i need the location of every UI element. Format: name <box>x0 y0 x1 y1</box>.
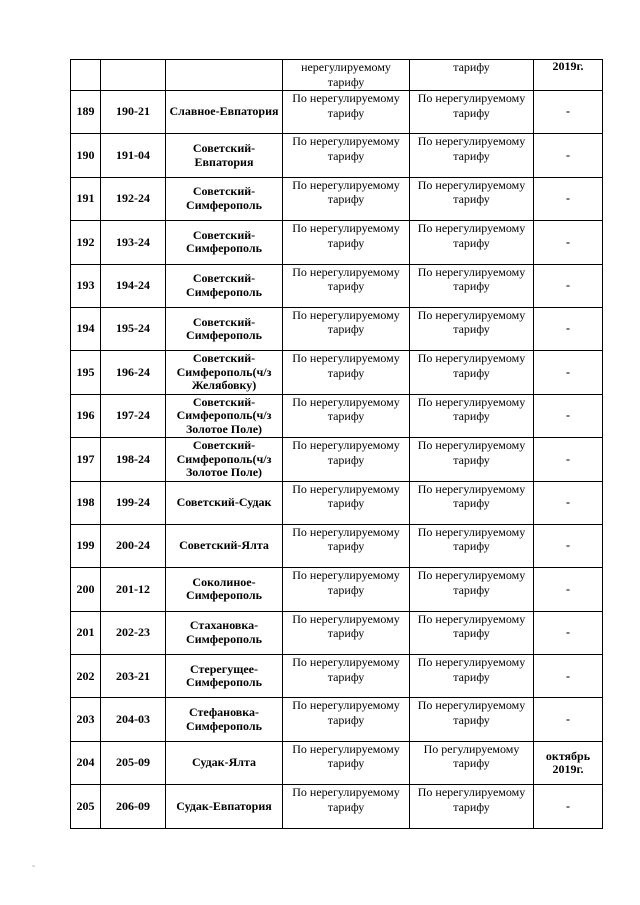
cell-price-basis: нерегулируемому тарифу <box>283 60 410 91</box>
cell-num: 198 <box>71 481 101 524</box>
cell-date: - <box>534 307 603 350</box>
cell-route: Советский-Симферополь(ч/з Золотое Поле) <box>166 394 283 437</box>
cell-price-basis: По нерегулируемому тарифу <box>283 741 410 784</box>
table-row <box>71 438 603 481</box>
cell-prev-basis: По нерегулируемому тарифу <box>410 481 534 524</box>
cell-prev-basis: По нерегулируемому тарифу <box>410 177 534 220</box>
cell-route: Советский-Симферополь <box>166 177 283 220</box>
cell-date: - <box>534 264 603 307</box>
cell-date: - <box>534 351 603 394</box>
cell-code: 205-09 <box>101 741 166 784</box>
cell-price-basis: По нерегулируемому тарифу <box>283 394 410 437</box>
cell-route: Советский-Евпатория <box>166 134 283 177</box>
cell-prev-basis: По нерегулируемому тарифу <box>410 307 534 350</box>
cell-prev-basis: По нерегулируемому тарифу <box>410 785 534 828</box>
cell-num: 205 <box>71 785 101 828</box>
cell-code: 202-23 <box>101 611 166 654</box>
cell-date: - <box>534 394 603 437</box>
cell-num: 189 <box>71 91 101 134</box>
cell-code: 199-24 <box>101 481 166 524</box>
table-row <box>71 264 603 307</box>
cell-price-basis: По нерегулируемому тарифу <box>283 481 410 524</box>
cell-date: - <box>534 221 603 264</box>
cell-num: 196 <box>71 394 101 437</box>
cell-date: - <box>534 177 603 220</box>
cell-prev-basis: По нерегулируемому тарифу <box>410 568 534 611</box>
cell-price-basis: По нерегулируемому тарифу <box>283 611 410 654</box>
cell-code: 193-24 <box>101 221 166 264</box>
cell-num: 204 <box>71 741 101 784</box>
cell-price-basis: По нерегулируемому тарифу <box>283 134 410 177</box>
cell-prev-basis: По нерегулируемому тарифу <box>410 698 534 741</box>
cell-route: Славное-Евпатория <box>166 91 283 134</box>
cell-route: Советский-Симферополь <box>166 264 283 307</box>
table-row <box>71 91 603 134</box>
cell-num: 199 <box>71 524 101 567</box>
cell-price-basis: По нерегулируемому тарифу <box>283 264 410 307</box>
cell-route <box>166 60 283 91</box>
cell-price-basis: По нерегулируемому тарифу <box>283 438 410 481</box>
cell-date: - <box>534 655 603 698</box>
routes-table <box>70 59 603 829</box>
cell-code: 194-24 <box>101 264 166 307</box>
cell-route: Стерегущее-Симферополь <box>166 655 283 698</box>
table-row <box>71 394 603 437</box>
cell-prev-basis: По нерегулируемому тарифу <box>410 221 534 264</box>
cell-code: 190-21 <box>101 91 166 134</box>
cell-date: - <box>534 611 603 654</box>
cell-date: - <box>534 785 603 828</box>
cell-price-basis: По нерегулируемому тарифу <box>283 785 410 828</box>
cell-code: 204-03 <box>101 698 166 741</box>
cell-date: - <box>534 568 603 611</box>
table-row <box>71 134 603 177</box>
cell-prev-basis: По нерегулируемому тарифу <box>410 655 534 698</box>
table-row <box>71 611 603 654</box>
table-row <box>71 351 603 394</box>
cell-num: 191 <box>71 177 101 220</box>
cell-num: 203 <box>71 698 101 741</box>
cell-code <box>101 60 166 91</box>
cell-date: - <box>534 438 603 481</box>
cell-code: 201-12 <box>101 568 166 611</box>
cell-route: Советский-Судак <box>166 481 283 524</box>
cell-route: Стефановка-Симферополь <box>166 698 283 741</box>
cell-prev-basis: тарифу <box>410 60 534 91</box>
table-row <box>71 481 603 524</box>
cell-prev-basis: По нерегулируемому тарифу <box>410 91 534 134</box>
cell-date: 2019г. <box>534 60 603 91</box>
cell-price-basis: По нерегулируемому тарифу <box>283 91 410 134</box>
table-row <box>71 221 603 264</box>
cell-num: 193 <box>71 264 101 307</box>
cell-route: Советский-Ялта <box>166 524 283 567</box>
cell-route: Советский-Симферополь(ч/з Желябовку) <box>166 351 283 394</box>
cell-price-basis: По нерегулируемому тарифу <box>283 655 410 698</box>
cell-code: 206-09 <box>101 785 166 828</box>
cell-num: 202 <box>71 655 101 698</box>
cell-num: 197 <box>71 438 101 481</box>
cell-route: Стахановка-Симферополь <box>166 611 283 654</box>
cell-prev-basis: По нерегулируемому тарифу <box>410 438 534 481</box>
cell-prev-basis: По нерегулируемому тарифу <box>410 394 534 437</box>
cell-num: 190 <box>71 134 101 177</box>
table-row <box>71 524 603 567</box>
cell-route: Судак-Евпатория <box>166 785 283 828</box>
cell-date: - <box>534 481 603 524</box>
cell-code: 203-21 <box>101 655 166 698</box>
cell-route: Советский-Симферополь <box>166 307 283 350</box>
cell-num: 201 <box>71 611 101 654</box>
cell-prev-basis: По регулируемому тарифу <box>410 741 534 784</box>
table-row <box>71 655 603 698</box>
scan-mark: ˜ <box>32 864 35 874</box>
cell-code: 200-24 <box>101 524 166 567</box>
cell-code: 195-24 <box>101 307 166 350</box>
cell-price-basis: По нерегулируемому тарифу <box>283 221 410 264</box>
table-row <box>71 177 603 220</box>
table-row <box>71 698 603 741</box>
cell-price-basis: По нерегулируемому тарифу <box>283 698 410 741</box>
cell-prev-basis: По нерегулируемому тарифу <box>410 351 534 394</box>
cell-prev-basis: По нерегулируемому тарифу <box>410 264 534 307</box>
cell-num <box>71 60 101 91</box>
table-row <box>71 741 603 784</box>
cell-code: 197-24 <box>101 394 166 437</box>
cell-code: 196-24 <box>101 351 166 394</box>
cell-num: 195 <box>71 351 101 394</box>
cell-prev-basis: По нерегулируемому тарифу <box>410 611 534 654</box>
cell-date: - <box>534 698 603 741</box>
cell-prev-basis: По нерегулируемому тарифу <box>410 524 534 567</box>
cell-date: октябрь 2019г. <box>534 741 603 784</box>
cell-prev-basis: По нерегулируемому тарифу <box>410 134 534 177</box>
cell-route: Судак-Ялта <box>166 741 283 784</box>
cell-route: Соколиное-Симферополь <box>166 568 283 611</box>
table-row <box>71 307 603 350</box>
table-row <box>71 568 603 611</box>
cell-date: - <box>534 134 603 177</box>
cell-route: Советский-Симферополь(ч/з Золотое Поле) <box>166 438 283 481</box>
cell-price-basis: По нерегулируемому тарифу <box>283 524 410 567</box>
cell-date: - <box>534 91 603 134</box>
cell-price-basis: По нерегулируемому тарифу <box>283 568 410 611</box>
cell-code: 191-04 <box>101 134 166 177</box>
cell-price-basis: По нерегулируемому тарифу <box>283 307 410 350</box>
cell-num: 200 <box>71 568 101 611</box>
cell-num: 192 <box>71 221 101 264</box>
table-row-continued <box>71 60 603 91</box>
table-row <box>71 785 603 828</box>
cell-date: - <box>534 524 603 567</box>
cell-route: Советский-Симферополь <box>166 221 283 264</box>
cell-price-basis: По нерегулируемому тарифу <box>283 351 410 394</box>
cell-code: 192-24 <box>101 177 166 220</box>
cell-price-basis: По нерегулируемому тарифу <box>283 177 410 220</box>
cell-num: 194 <box>71 307 101 350</box>
cell-code: 198-24 <box>101 438 166 481</box>
